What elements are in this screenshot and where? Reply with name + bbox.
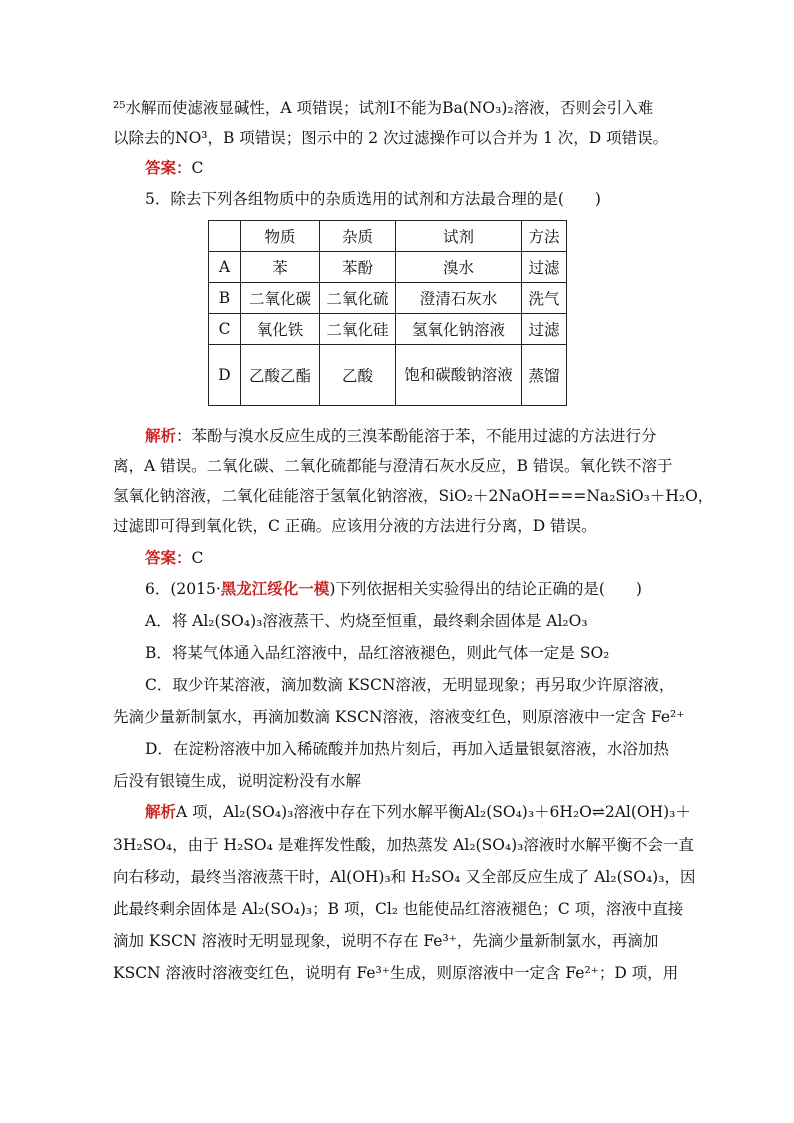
table-cell: 氧化铁: [241, 314, 320, 345]
q5-jiexi-line-1: 解析：苯酚与溴水反应生成的三溴苯酚能溶于苯，不能用过滤的方法进行分: [145, 426, 657, 445]
answer-value: C: [191, 549, 204, 567]
table-cell: 溴水: [396, 252, 522, 283]
table-header-cell: 杂质: [320, 221, 396, 252]
q6-jiexi-line-1: 解析A 项，Al₂(SO₄)₃溶液中存在下列水解平衡Al₂(SO₄)₃＋6H₂O⇌2Al(OH)₃＋: [145, 802, 691, 821]
q6-stem: 6．(2015·黑龙江绥化一模)下列依据相关实验得出的结论正确的是( ): [145, 579, 642, 598]
q6-jiexi-line-6: KSCN 溶液时溶液变红色，说明有 Fe³⁺生成，则原溶液中一定含 Fe²⁺；D 项，用: [113, 964, 679, 982]
q6-jiexi-line-3: 向右移动，最终当溶液蒸干时，Al(OH)₃和 H₂SO₄ 又全部反应生成了 Al₂(SO₄)₃，因: [113, 868, 696, 886]
table-cell: 氢氧化钠溶液: [396, 314, 522, 345]
table-cell: 二氧化硅: [320, 314, 396, 345]
table-cell: 二氧化碳: [241, 283, 320, 314]
table-cell: 二氧化硫: [320, 283, 396, 314]
q6-option-d-line-1: D．在淀粉溶液中加入稀硫酸并加热片刻后，再加入适量银氨溶液，水浴加热: [145, 740, 669, 758]
table-cell: 过滤: [522, 314, 567, 345]
q5-jiexi-line-4: 过滤即可得到氧化铁，C 正确。应该用分液的方法进行分离，D 错误。: [113, 517, 597, 535]
table-row: [209, 283, 567, 314]
table-cell: C: [209, 314, 241, 345]
q5-stem: 5．除去下列各组物质中的杂质选用的试剂和方法最合理的是( ): [145, 190, 601, 208]
q6-jiexi-line-2: 3H₂SO₄，由于 H₂SO₄ 是难挥发性酸，加热蒸发 Al₂(SO₄)₃溶液时水解平衡不会一直: [113, 836, 694, 854]
table-cell: 澄清石灰水: [396, 283, 522, 314]
table-cell: 蒸馏: [522, 345, 567, 406]
answer-label: 答案：: [145, 158, 192, 177]
q5-answer: [145, 547, 203, 569]
q6-jiexi-line-5: 滴加 KSCN 溶液时无明显现象，说明不存在 Fe³⁺，先滴少量新制氯水，再滴加: [113, 932, 659, 950]
table-cell: 乙酸乙酯: [241, 345, 320, 406]
table-header-cell: 试剂: [396, 221, 522, 252]
q4-answer: [145, 157, 203, 179]
intro-line-2: 以除去的NO³，B 项错误；图示中的 2 次过滤操作可以合并为 1 次，D 项错误。: [113, 129, 669, 147]
answer-value: C: [191, 159, 204, 177]
table-header-row: [209, 221, 567, 252]
table-cell: A: [209, 252, 241, 283]
table-cell: 洗气: [522, 283, 567, 314]
answer-label: 答案：: [145, 548, 192, 567]
table-cell: D: [209, 345, 241, 406]
q6-option-c-line-1: C．取少许某溶液，滴加数滴 KSCN溶液，无明显现象；再另取少许原溶液，: [145, 676, 675, 694]
q6-option-a: A．将 Al₂(SO₄)₃溶液蒸干、灼烧至恒重，最终剩余固体是 Al₂O₃: [145, 612, 588, 630]
table-cell: 过滤: [522, 252, 567, 283]
jiexi-label: 解析: [145, 426, 177, 445]
table-cell: 苯酚: [320, 252, 396, 283]
table-row: [209, 345, 567, 406]
q5-jiexi-line-3: 氢氧化钠溶液，二氧化硅能溶于氢氧化钠溶液，SiO₂＋2NaOH===Na₂SiO₃＋H₂O，: [113, 487, 714, 505]
table-row: [209, 314, 567, 345]
q6-jiexi-line-4: 此最终剩余固体是 Al₂(SO₄)₃；B 项，Cl₂ 也能使品红溶液褪色；C 项，溶液中直接: [113, 900, 684, 918]
table-header-cell: 方法: [522, 221, 567, 252]
table-header-cell: 物质: [241, 221, 320, 252]
q6-option-d-line-2: 后没有银镜生成，说明淀粉没有水解: [113, 772, 362, 790]
table-cell: B: [209, 283, 241, 314]
q6-source: 黑龙江绥化一模: [220, 579, 330, 598]
intro-line-1: ²⁵水解而使滤液显碱性，A 项错误；试剂Ⅰ不能为Ba(NO₃)₂溶液，否则会引入难: [113, 99, 654, 117]
table-cell: 饱和碳酸钠溶液: [396, 345, 522, 406]
jiexi-label: 解析: [145, 802, 177, 821]
table-cell: 乙酸: [320, 345, 396, 406]
table-cell: 苯: [241, 252, 320, 283]
table-header-cell: [209, 221, 241, 252]
q5-table: [208, 220, 567, 406]
q6-option-c-line-2: 先滴少量新制氯水，再滴加数滴 KSCN溶液，溶液变红色，则原溶液中一定含 Fe²⁺: [113, 708, 685, 726]
q5-jiexi-line-2: 离，A 错误。二氧化碳、二氧化硫都能与澄清石灰水反应，B 错误。氧化铁不溶于: [113, 457, 673, 475]
table-row: [209, 252, 567, 283]
q6-option-b: B．将某气体通入品红溶液中，品红溶液褪色，则此气体一定是 SO₂: [145, 644, 610, 662]
